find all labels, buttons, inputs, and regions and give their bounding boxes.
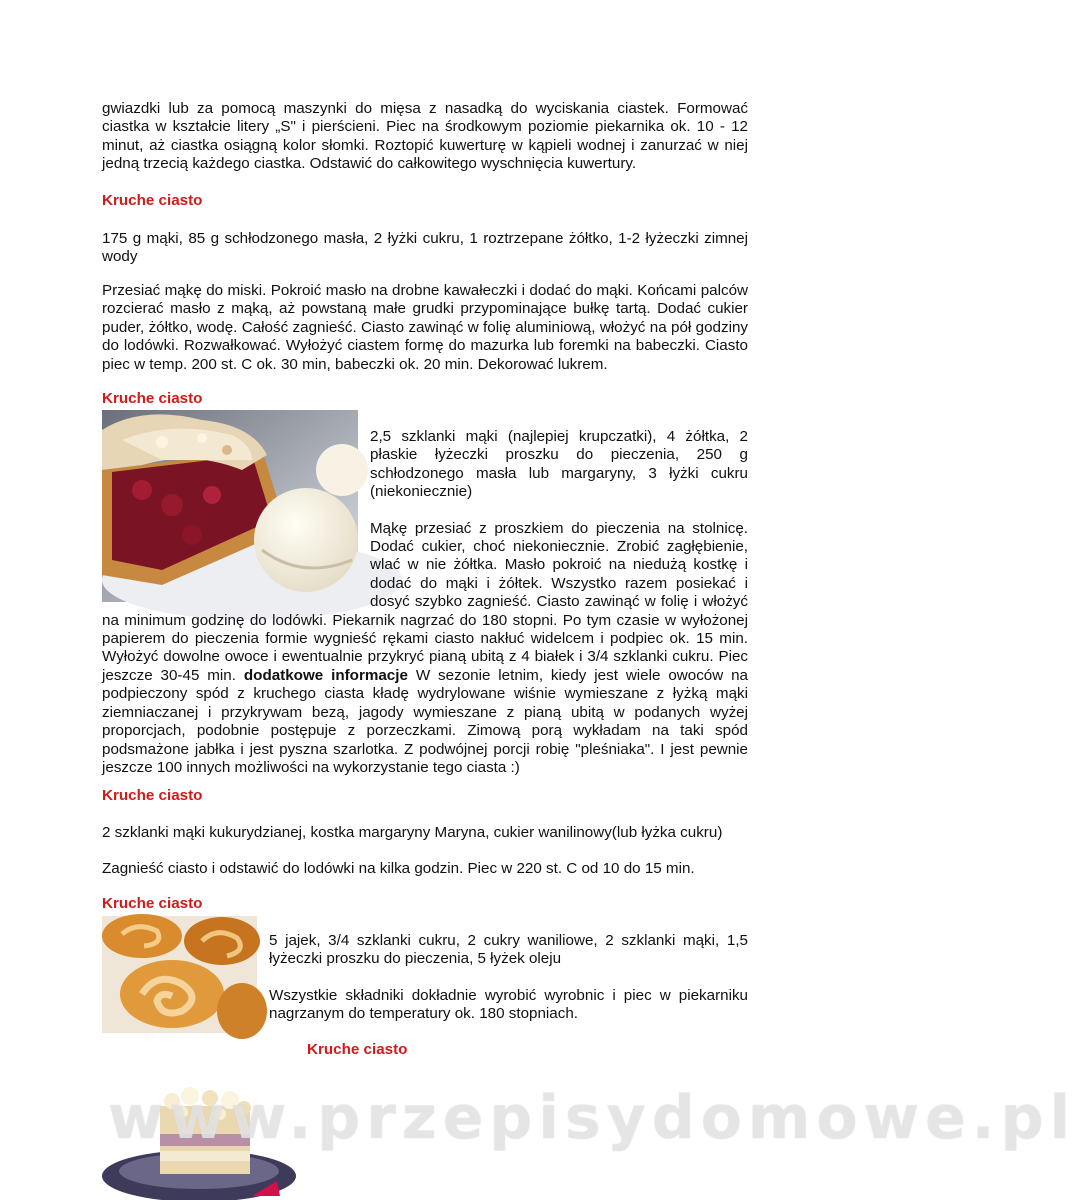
recipe-3-method: Zagnieść ciasto i odstawić do lodówki na kilka godzin. Piec w 220 st. C od 10 do 15 min. (102, 860, 695, 877)
recipe-5-title: Kruche ciasto (307, 1041, 408, 1058)
pastry-swirls-image (102, 916, 257, 1033)
recipe-2-title: Kruche ciasto (102, 390, 203, 407)
recipe-4-method: Wszystkie składniki dokładnie wyrobić wyrobnic i piec w piekarniku nagrzanym do temperatury ok. 180 stopniach. (269, 986, 748, 1023)
recipe-4-ingredients: 5 jajek, 3/4 szklanki cukru, 2 cukry waniliowe, 2 szklanki mąki, 1,5 łyżeczki proszku do pieczenia, 5 łyżek oleju (269, 932, 748, 968)
recipe-4-body (102, 916, 748, 1033)
recipe-1-method: Przesiać mąkę do miski. Pokroić masło na drobne kawałeczki i dodać do mąki. Końcami palców rozcierać masło z mąką, aż powstaną małe grudki przypominające bułkę tartą. Dodać cukier puder, żółtko, wodę. Całość zagnieść. Ciasto zawinąć w folię aluminiową, włożyć na pół godziny do lodówki. Rozwałkować. Wyłożyć ciastem formę do mazurka lub foremki na babeczki. Ciasto piec w temp. 200 st. C ok. 30 min, babeczki ok. 20 min. Dekorować lukrem. (102, 282, 748, 373)
recipe-3-title: Kruche ciasto (102, 787, 203, 804)
crumble-cake-slice-image (102, 1056, 296, 1200)
recipe-4-photo (102, 916, 257, 1033)
recipe-2-extra-info-label: dodatkowe informacje (243, 666, 408, 684)
recipe-2-body (102, 410, 748, 777)
site-watermark: www.przepisydomowe.pl (108, 1083, 1076, 1153)
recipe-3-ingredients: 2 szklanki mąki kukurydzianej, kostka margaryny Maryna, cukier wanilinowy(lub łyżka cukru) (102, 824, 723, 841)
recipe-1-title: Kruche ciasto (102, 192, 203, 209)
recipe-1-ingredients: 175 g mąki, 85 g schłodzonego masła, 2 łyżki cukru, 1 roztrzepane żółtko, 1-2 łyżeczki zimnej wody (102, 230, 748, 266)
recipe-2-ingredients: 2,5 szklanki mąki (najlepiej krupczatki), 4 żółtka, 2 płaskie łyżeczki proszku do pieczenia, 250 g schłodzonego masła lub margaryny, 3 łyżki cukru (niekoniecznie) (370, 428, 748, 501)
recipe-2-method-extra-text: W sezonie letnim, kiedy jest wiele owoców na podpieczony spód z kruchego ciasta kładę wydrylowane wiśnie wymieszane z łyżką mąki ziemniaczanej i przykrywam bezą, jagody wymieszane z pianą ubitą w podanych wyżej proporcjach, podobnie postępuje z porzeczkami. Zimową porą wykładam na taki spód podsmażone jabłka i jest pyszna szarlotka. Z podwójnej porcji robię "pleśniaka". I jest pewnie jeszcze 100 innych możliwości na wykorzystanie tego ciasta :) (102, 666, 748, 776)
recipe-2-photo (102, 410, 358, 602)
recipe-2-method-text: Mąkę przesiać z proszkiem do pieczenia na stolnicę. Dodać cukier, choć niekoniecznie. Zrobić zagłębienie, wlać w nie żółtka. Masło pokroić na niedużą kostkę i dodać do mąki i żółtek. Wszystko razem posiekać i dosyć szybko zagnieść. Ciasto zawinąć w folię i włożyć na minimum godzinę do lodówki. Piekarnik nagrzać do 180 stopni. Po tym czasie w wyłożonej papierem do pieczenia formie wygnieść rękami ciasto nakłuć widelcem i podpiec ok. 15 min. Wyłożyć dowolne owoce i ewentualnie przykryć pianą ubitą z 4 białek i 3/4 szklanki cukru. Piec jeszcze 30-45 min. (102, 519, 748, 684)
tart-with-ice-cream-image (102, 410, 358, 602)
recipe-4-title: Kruche ciasto (102, 895, 203, 912)
intro-paragraph: gwiazdki lub za pomocą maszynki do mięsa z nasadką do wyciskania ciastek. Formować ciastka w kształcie litery „S" i pierścieni. Piec na środkowym poziomie piekarnika ok. 10 - 12 minut, aż ciastka osiągną kolor słomki. Roztopić kuwerturę w kąpieli wodnej i zanurzać w niej jedną trzecią każdego ciastka. Odstawić do całkowitego wyschnięcia kuwertury. (102, 100, 748, 173)
recipe-5-photo (102, 1056, 296, 1200)
